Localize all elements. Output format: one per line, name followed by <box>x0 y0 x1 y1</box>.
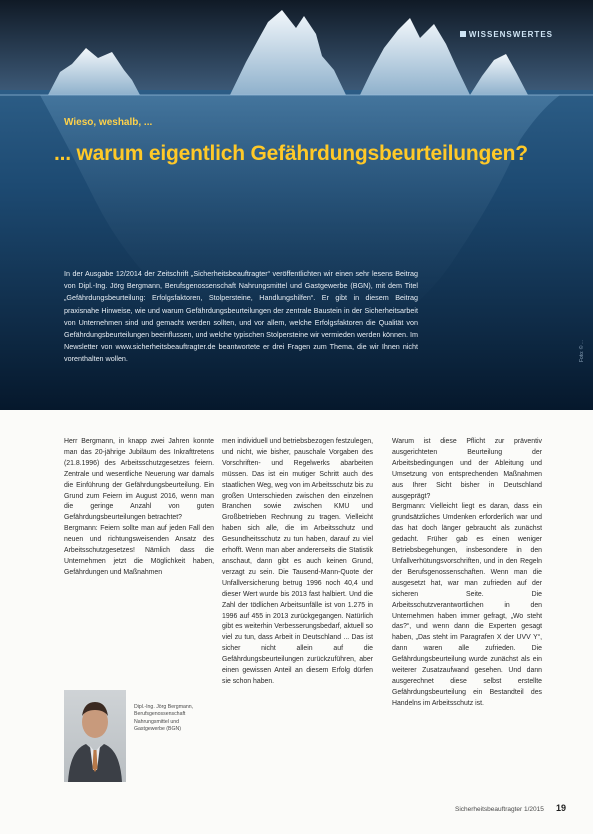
column-3-paragraph-2: Bergmann: Vielleicht liegt es daran, dass ein grundsätzliches Umdenken erforderlich war und das hat doch länger gebraucht als zunächst gedacht. Früher gab es einen weniger Betriebsbegehungen, insbesondere in den Unfallverhütungsvorschriften, und in den Regeln der Berufsgenossenschaften. Wenn man die ausgesetzt hat, war man zufrieden auf der sicheren Seite. Die Arbeitsschutzverantwortlichen in den Unternehmen haben immer gefragt, „Wo steht das?“, und wenn dann die Experten gesagt haben, „Das steht im Paragrafen X der UVV Y“, dann waren alle zufrieden. Die Gefährdungsbeurteilung wurde zunächst als ein weiterer Zusatzaufwand gesehen. Und dann ausgerechnet diese selbst erstellte Gefährdungsbeurteilung ein Bestandteil des Handelns im Arbeitsschutz ist. <box>392 503 542 707</box>
page-number: 19 <box>556 803 567 813</box>
article-intro: In der Ausgabe 12/2014 der Zeitschrift „Sicherheitsbeauftragter“ veröffentlichten wir einen sehr lesens Beitrag von Dipl.-Ing. Jörg Bergmann, Berufsgenossenschaft Nahrungsmittel und Gastgewerbe (BGN), mit dem Titel „Gefährdungsbeurteilung: Erfolgsfaktoren, Stolpersteine, Handlungshilfen“. Er gibt in diesem Beitrag praxisnahe Hinweise, wie und warum Gefährdungsbeurteilungen der zentrale Baustein in der Sicherheitsarbeit von Unternehmen sind und gemacht werden sollten, und vor allem, welche Erfolgsfaktoren die Qualität von Gefährdungsbeurteilungen beeinflussen, und welche typischen Stolpersteine wir vermieden werden können. Im Newsletter von www.sicherheitsbeauftragter.de beantwortete er drei Fragen zum Thema, die wir Ihnen nicht vorenthalten wollen. <box>64 269 418 364</box>
section-marker-icon <box>460 31 466 37</box>
column-1-paragraph-2: Bergmann: Feiern sollte man auf jeden Fall den neuen und richtungsweisenden Ansatz des Arbeitsschutzgesetzes! Nämlich dass die Unternehmen jetzt die Möglichkeit haben, Gefährdungen und Maßnahmen <box>64 525 214 576</box>
portrait-photo <box>64 690 126 782</box>
hero-image <box>0 0 593 410</box>
column-1 <box>64 437 214 579</box>
publication-footer: Sicherheitsbeauftragter 1/2015 <box>455 806 544 813</box>
section-tag <box>460 30 553 39</box>
column-2 <box>222 437 373 688</box>
section-tag-label: WISSENSWERTES <box>468 30 553 39</box>
portrait-caption: Dipl.-Ing. Jörg Bergmann, Berufsgenossenschaft Nahrungsmittel und Gastgewerbe (BGN) <box>134 704 194 733</box>
column-2-paragraph-1: men individuell und betriebsbezogen festzulegen, und nicht, wie bisher, pauschale Vorgaben des Vorschriften- und Regelwerks abarbeiten müssen. Das ist ein mutiger Schritt auch des staatlichen Weg, weg von im Arbeitsschutz bis zu großen Unterschieden zwischen den einzelnen Branchen sowie zwischen KMU und Großbetrieben Rechnung zu tragen. Vielleicht haben sich alle, die im Arbeitsschutz und Gesundheitsschutz zu tun haben, darauf zu viel erhofft. Wenn man aber andererseits die Statistik anschaut, dann gibt es auch keinen Grund, verzagt zu sein. Die Tausend-Mann-Quote der Unfallversicherung betrug 1996 noch 40,4 und dieser Wert wurde bis 2013 fast halbiert. Und die Zahl der tödlichen Arbeitsunfälle ist von 1.275 in 1996 auf 455 in 2013 zurückgegangen. Natürlich gibt es weiterhin Verbesserungsbedarf, aktuell so viel zu tun, dass Arbeit in Deutschland ... Das ist sicher nicht allein auf die Gefährdungsbeurteilungen zurückzuführen, aber einen gewissen Anteil an diesem Erfolg dürfen sie schon haben. <box>222 438 373 685</box>
column-3-paragraph-1: Warum ist diese Pflicht zur präventiv ausgerichteten Beurteilung der Arbeitsbedingungen und der Ableitung und Umsetzung von entsprechenden Maßnahmen aus Ihrer Sicht bisher in Deutschland ausgeprägt? <box>392 438 542 500</box>
article-headline: ... warum eigentlich Gefährdungsbeurteilungen? <box>54 142 528 165</box>
column-1-paragraph-1: Herr Bergmann, in knapp zwei Jahren konnte man das 20-jährige Jubiläum des Inkrafttretens (21.8.1996) des Arbeitsschutzgesetzes feiern. Zentrale und wesentliche Neuerung war damals die Einführung der Gefährdungsbeurteilung. Ein Grund zum Feiern im August 2016, wenn man die geringe Anzahl von guten Gefährdungsbeurteilungen betrachtet? <box>64 438 214 522</box>
article-kicker: Wieso, weshalb, ... <box>64 117 153 128</box>
person-icon <box>64 690 126 782</box>
portrait-block <box>64 690 214 782</box>
photo-credit: Foto: © ... <box>579 340 585 363</box>
column-3 <box>392 437 542 710</box>
